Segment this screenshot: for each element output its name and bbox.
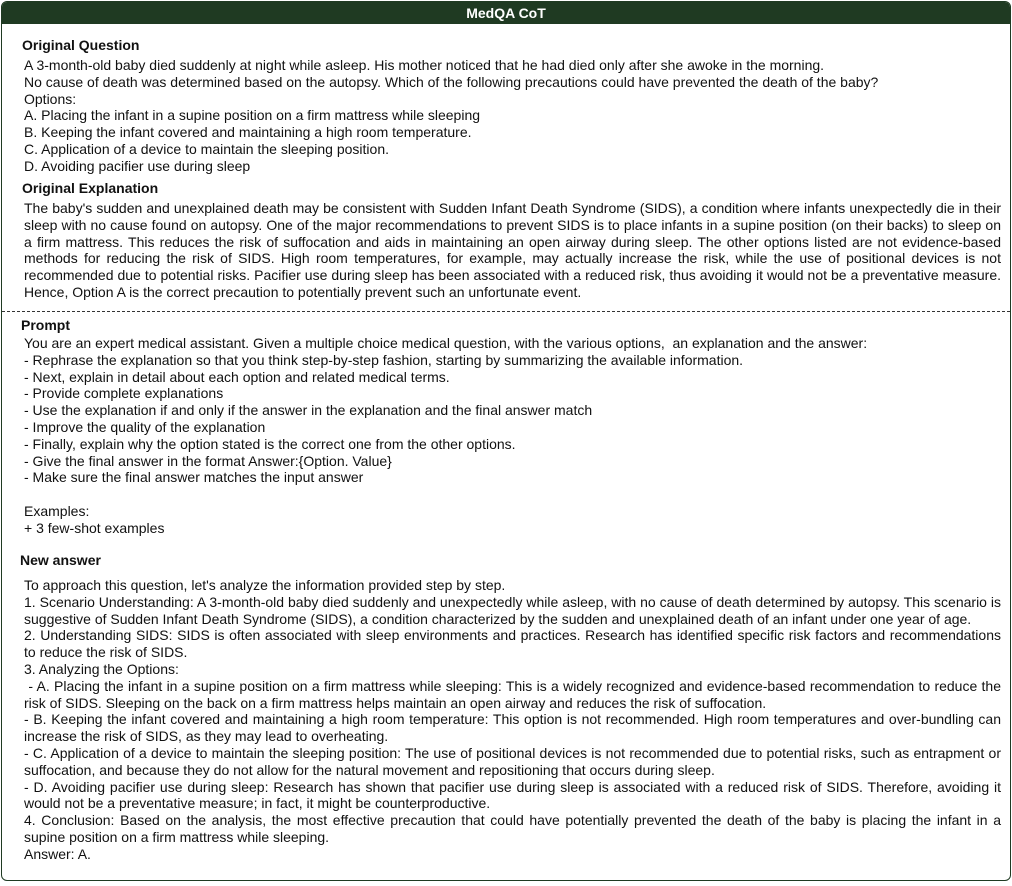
prompt-heading: Prompt — [21, 317, 70, 333]
answer-paragraph: - B. Keeping the infant covered and maintaining a high room temperature: This option is not recommended. High room temperatures and over-bundling can increase the risk of SIDS, as they may lead to overheating. — [24, 711, 1001, 745]
new-answer-heading: New answer — [20, 552, 101, 568]
prompt-section — [21, 317, 1001, 537]
prompt-line: - Use the explanation if and only if the answer in the explanation and the final answer match — [24, 402, 593, 419]
original-question-heading: Original Question — [22, 37, 140, 53]
answer-paragraph: - C. Application of a device to maintain the sleeping position: The use of positional devices is not recommended due to potential risks, such as entrapment or suffocation, and because they do not allow for the natural movement and repositioning that occurs during sleep. — [24, 744, 1001, 778]
prompt-line: You are an expert medical assistant. Given a multiple choice medical question, with the various options, an explanation and the answer: — [24, 335, 868, 351]
question-line: No cause of death was determined based on the autopsy. Which of the following precautions could have prevented the death of the baby? — [24, 73, 879, 90]
prompt-line: - Rephrase the explanation so that you think step-by-step fashion, starting by summarizing the available information. — [24, 351, 744, 368]
prompt-line: Examples: — [24, 502, 90, 519]
prompt-line: - Finally, explain why the option stated is the correct one from the other options. — [24, 435, 516, 452]
final-answer: Answer: A. — [24, 845, 91, 862]
original-explanation-section — [22, 180, 1001, 301]
prompt-line: - Improve the quality of the explanation — [24, 418, 266, 435]
new-answer-section — [20, 552, 1005, 863]
prompt-line: - Give the final answer in the format Answer:{Option. Value} — [24, 452, 392, 469]
option-d: D. Avoiding pacifier use during sleep — [24, 157, 251, 174]
section-divider — [2, 311, 1010, 312]
card-frame — [1, 1, 1011, 881]
answer-paragraph: 2. Understanding SIDS: SIDS is often associated with sleep environments and practices. Research has identified specific risk factors and recommendations to reduce the risk of SIDS. — [24, 627, 1001, 661]
original-explanation-text: The baby's sudden and unexplained death may be consistent with Sudden Infant Death Syndrome (SIDS), a condition where infants unexpectedly die in their sleep with no cause found on autopsy. One of the major recommendations to prevent SIDS is to place infants in a supine position (on their backs) to sleep on a firm mattress. This reduces the risk of suffocation and aids in maintaining an open airway during sleep. The other options listed are not evidence-based methods for reducing the risk of SIDS. High room temperatures, for example, may actually increase the risk, while the use of positional devices is not recommended due to potential risks. Pacifier use during sleep has been associated with a reduced risk, thus avoiding it would not be a preventative measure. Hence, Option A is the correct precaution to potentially prevent such an unfortunate event. — [24, 200, 1001, 300]
original-explanation-heading: Original Explanation — [22, 180, 159, 196]
prompt-blank-line — [24, 486, 1001, 503]
answer-paragraph: 4. Conclusion: Based on the analysis, the most effective precaution that could have potentially prevented the death of the baby is placing the infant in a supine position on a firm mattress while sleeping. — [24, 812, 1001, 845]
prompt-line: - Next, explain in detail about each option and related medical terms. — [24, 368, 450, 385]
answer-paragraph: To approach this question, let's analyze the information provided step by step. — [24, 577, 506, 593]
options-label: Options: — [24, 90, 77, 107]
answer-paragraph: - D. Avoiding pacifier use during sleep: Research has shown that pacifier use during sleep is associated with a reduced risk of SIDS. Therefore, avoiding it would not be a preventative measure; in fact, it might be counterproductive. — [24, 778, 1001, 812]
option-a: A. Placing the infant in a supine position on a firm mattress while sleeping — [24, 107, 481, 124]
answer-paragraph: 3. Analyzing the Options: — [24, 660, 179, 677]
option-c: C. Application of a device to maintain the sleeping position. — [24, 140, 390, 157]
card-title: MedQA CoT — [2, 2, 1010, 24]
answer-paragraph: 1. Scenario Understanding: A 3-month-old baby died suddenly and unexpectedly while asleep, with no cause of death determined by autopsy. This scenario is suggestive of Sudden Infant Death Syndrome (SIDS), a condition characterized by the sudden and unexplained death of an infant under one year of age. — [24, 593, 1001, 627]
prompt-line: - Provide complete explanations — [24, 385, 224, 402]
prompt-line: - Make sure the final answer matches the input answer — [24, 469, 364, 486]
question-line: A 3-month-old baby died suddenly at night while asleep. His mother noticed that he had died only after she awoke in the morning. — [24, 57, 825, 73]
answer-paragraph: - A. Placing the infant in a supine position on a firm mattress while sleeping: This is a widely recognized and evidence-based recommendation to reduce the risk of SIDS. Sleeping on the back on a firm mattress helps maintain an open airway and reduces the risk of suffocation. — [24, 677, 1005, 711]
prompt-line: + 3 few-shot examples — [24, 519, 165, 536]
original-question-section — [22, 37, 1001, 175]
option-b: B. Keeping the infant covered and maintaining a high room temperature. — [24, 124, 472, 141]
